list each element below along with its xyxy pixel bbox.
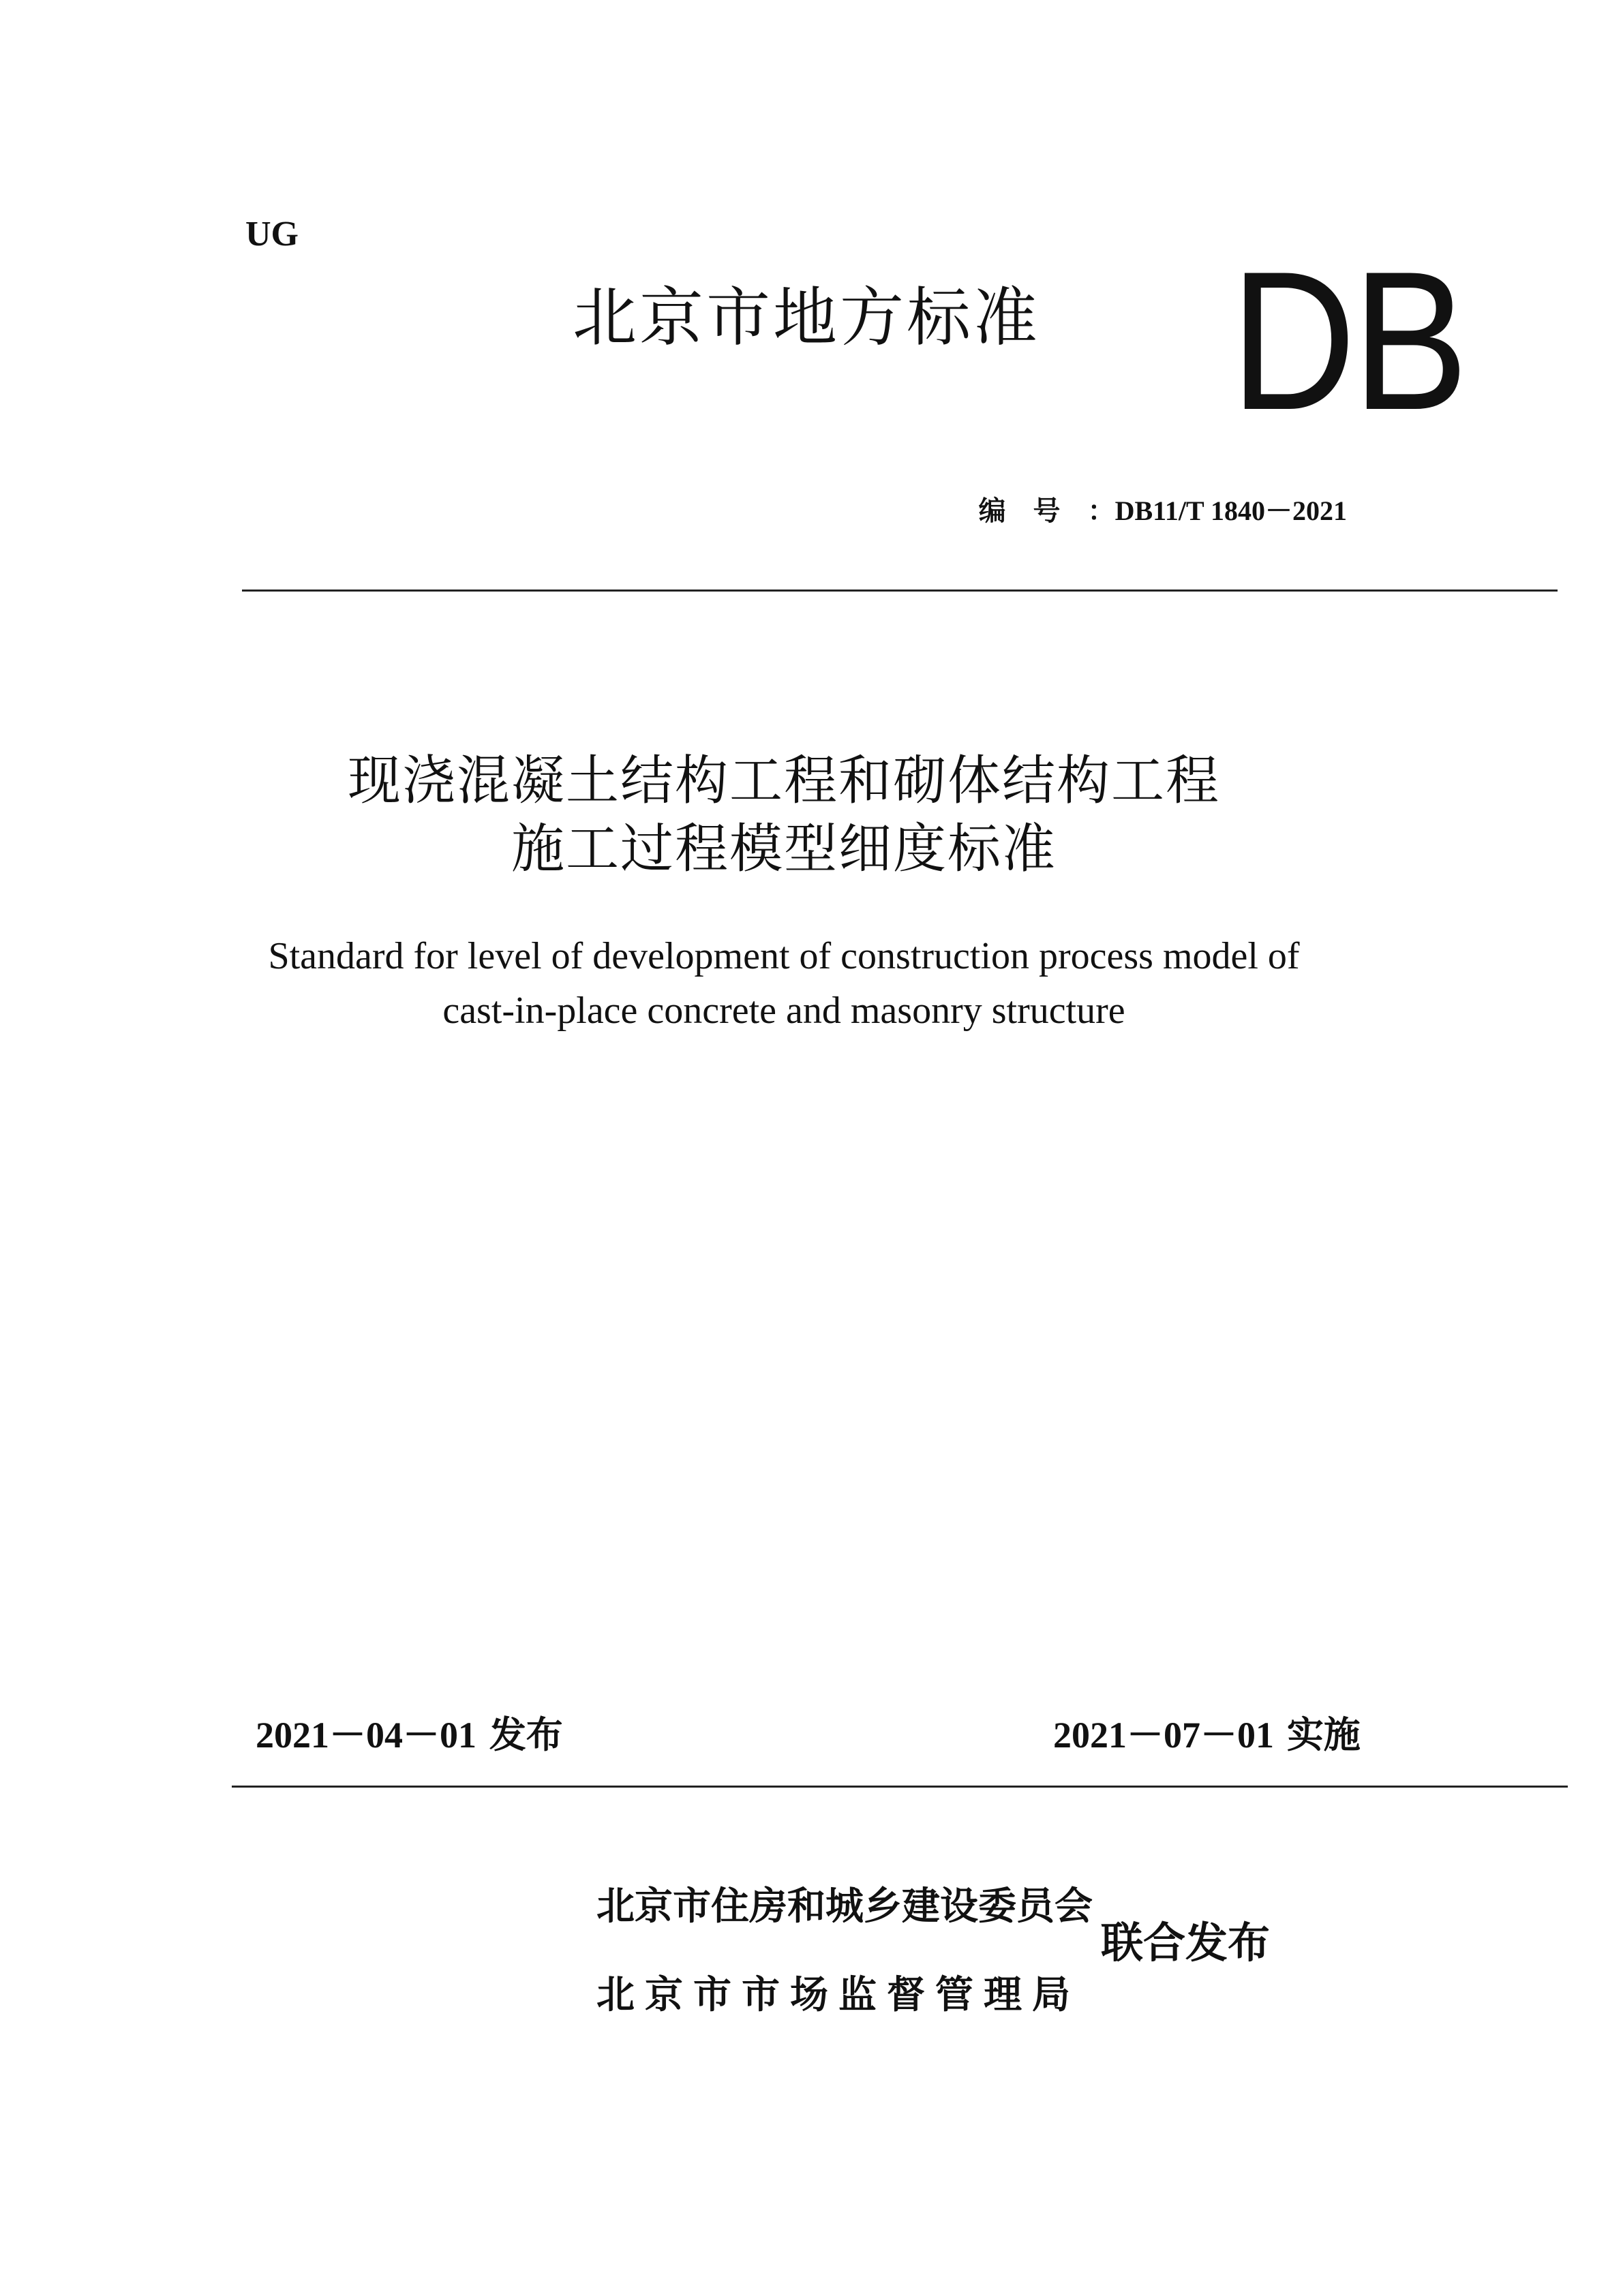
publish-date-value: 2021－04－01 — [256, 1715, 476, 1756]
standard-code-colon: ： — [1087, 495, 1115, 527]
chinese-title-line-1: 现浇混凝土结构工程和砌体结构工程 — [347, 750, 1220, 812]
standard-code-value: DB11/T 1840－2021 — [1114, 495, 1347, 526]
classification-code: UG — [245, 215, 299, 254]
standard-code-label: 编号 — [978, 495, 1088, 527]
db-logo: DB — [1230, 230, 1465, 451]
english-title-line-1: Standard for level of development of construction process model of — [268, 935, 1300, 977]
effective-date — [1053, 1713, 1361, 1756]
english-title-line-2: cast-in-place concrete and masonry structure — [442, 990, 1125, 1032]
publish-date-label: 发布 — [489, 1713, 563, 1756]
publish-date — [256, 1713, 563, 1756]
issuer-market-regulation: 北京市市场监督管理局 — [596, 1973, 1080, 2017]
effective-date-value: 2021－07－01 — [1053, 1715, 1274, 1756]
joint-issue-label: 联合发布 — [1101, 1918, 1271, 1968]
standard-code — [978, 495, 1347, 527]
issuer-housing-commission: 北京市住房和城乡建设委员会 — [596, 1884, 1093, 1929]
header-divider — [242, 590, 1558, 592]
chinese-title-line-2: 施工过程模型细度标准 — [511, 818, 1057, 880]
effective-date-label: 实施 — [1286, 1713, 1361, 1756]
standard-type-heading: 北京市地方标准 — [573, 281, 1041, 355]
footer-divider — [232, 1786, 1568, 1788]
